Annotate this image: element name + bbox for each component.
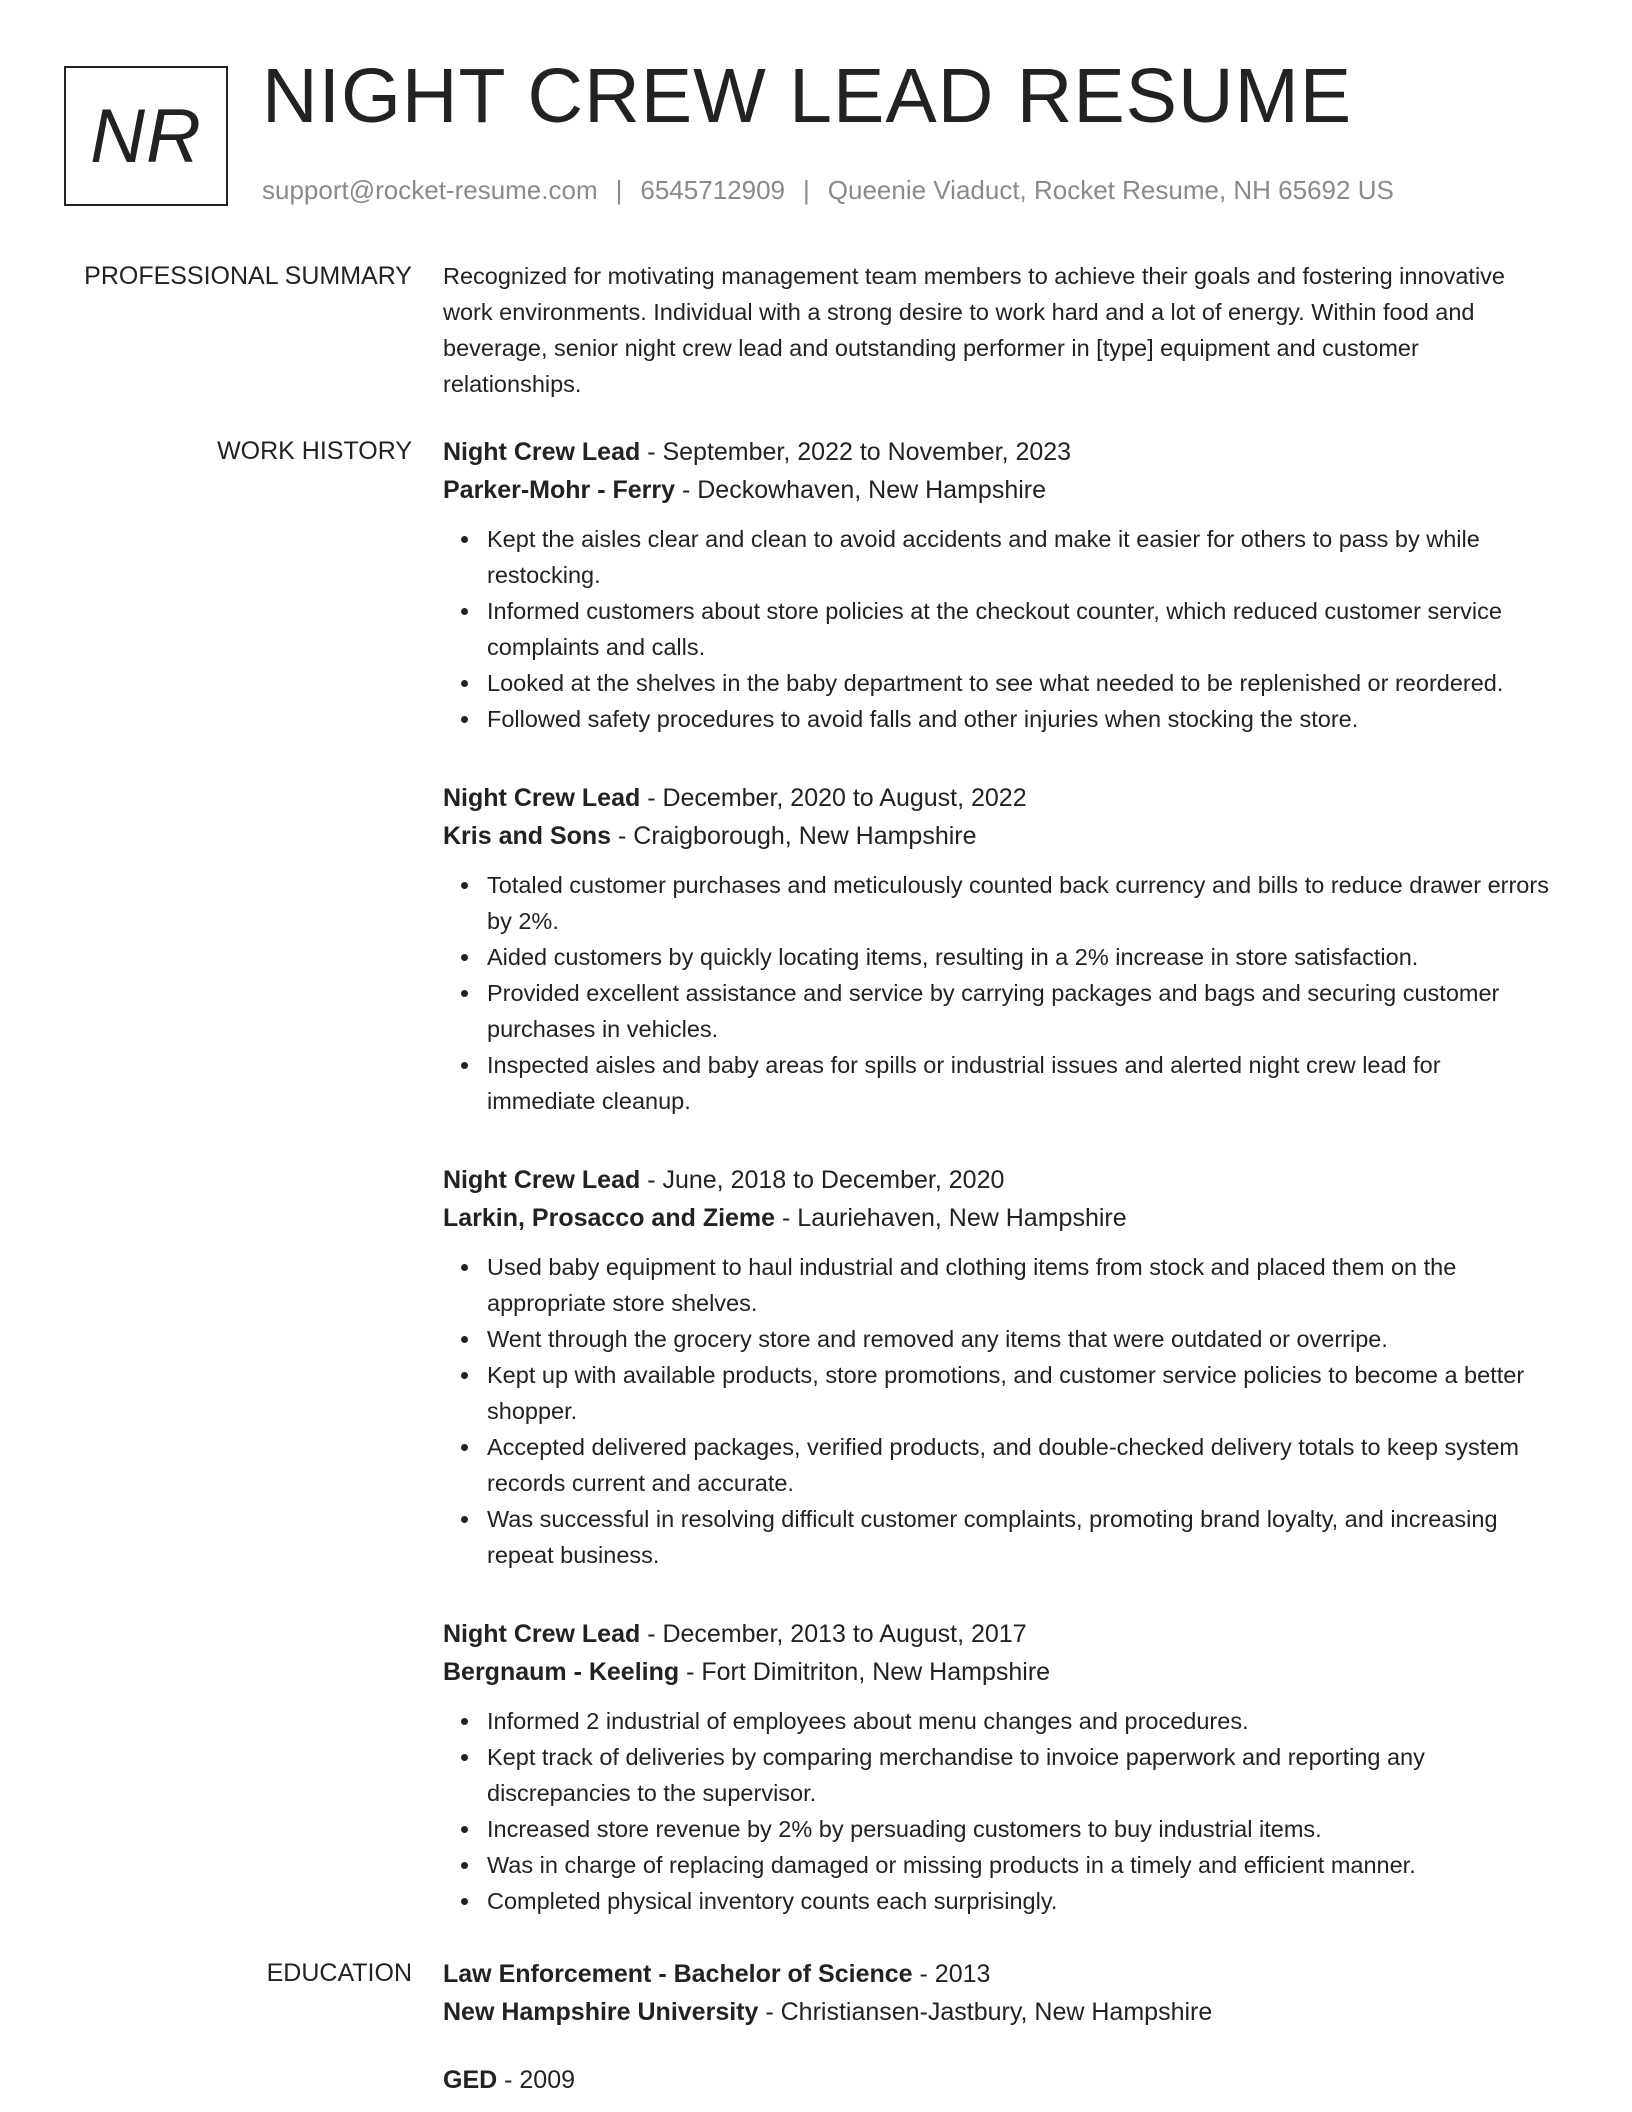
job-title: Night Crew Lead [443, 438, 641, 466]
job-bullets [443, 1249, 1553, 1573]
education-degree-line [443, 2061, 1553, 2099]
job-org-line [443, 1653, 1553, 1691]
job-bullet: Kept track of deliveries by comparing merchandise to invoice paperwork and reporting any discrepancies to the supervisor. [487, 1739, 1553, 1811]
contact-separator: | [615, 175, 623, 205]
monogram-box [64, 66, 228, 206]
job-title: Night Crew Lead [443, 1620, 641, 1648]
job-bullet: Followed safety procedures to avoid falls and other injuries when stocking the store. [487, 701, 1553, 737]
job-company: Bergnaum - Keeling [443, 1658, 680, 1686]
job-bullet: Aided customers by quickly locating items, resulting in a 2% increase in store satisfaction. [487, 939, 1553, 975]
summary-heading: PROFESSIONAL SUMMARY [84, 262, 412, 290]
job-location: - Lauriehaven, New Hampshire [775, 1204, 1127, 1232]
job-bullet: Completed physical inventory counts each surprisingly. [487, 1883, 1553, 1919]
job-company: Parker-Mohr - Ferry [443, 476, 676, 504]
job-bullet: Provided excellent assistance and service by carrying packages and bags and securing customer purchases in vehicles. [487, 975, 1553, 1047]
job-org-line [443, 471, 1553, 509]
education-degree: Law Enforcement - Bachelor of Science [443, 1960, 913, 1988]
job-entry [443, 1615, 1553, 1919]
job-dates: - December, 2013 to August, 2017 [640, 1620, 1027, 1648]
job-dates: - September, 2022 to November, 2023 [640, 438, 1072, 466]
education-entry [443, 2061, 1553, 2099]
job-bullet: Was in charge of replacing damaged or missing products in a timely and efficient manner. [487, 1847, 1553, 1883]
job-bullet: Went through the grocery store and removed any items that were outdated or overripe. [487, 1321, 1553, 1357]
job-company: Kris and Sons [443, 822, 612, 850]
job-bullets [443, 867, 1553, 1119]
monogram-initials: NR [90, 93, 202, 179]
job-title-line [443, 433, 1553, 471]
job-company: Larkin, Prosacco and Zieme [443, 1204, 776, 1232]
job-title: Night Crew Lead [443, 1166, 641, 1194]
work-history-body [443, 433, 1553, 1919]
contact-email: support@rocket-resume.com [262, 175, 598, 205]
contact-phone: 6545712909 [640, 175, 785, 205]
job-bullet: Inspected aisles and baby areas for spills or industrial issues and alerted night crew lead for immediate cleanup. [487, 1047, 1553, 1119]
job-location: - Deckowhaven, New Hampshire [675, 476, 1047, 504]
job-bullet: Used baby equipment to haul industrial and clothing items from stock and placed them on the appropriate store shelves. [487, 1249, 1553, 1321]
job-dates: - June, 2018 to December, 2020 [640, 1166, 1005, 1194]
job-location: - Fort Dimitriton, New Hampshire [679, 1658, 1051, 1686]
contact-separator: | [803, 175, 810, 205]
education-school: New Hampshire University [443, 1998, 759, 2026]
summary-body [443, 258, 1553, 402]
job-bullet: Increased store revenue by 2% by persuading customers to buy industrial items. [487, 1811, 1553, 1847]
summary-text: Recognized for motivating management team members to achieve their goals and fostering innovative work environments. Individual with a strong desire to work hard and a lot of energy. Within food and beverage, senior night crew lead and outstanding performer in [type] equipment and customer relationships. [443, 263, 1505, 397]
education-year: - 2013 [912, 1960, 991, 1988]
job-location: - Craigborough, New Hampshire [611, 822, 977, 850]
job-entry [443, 1161, 1553, 1573]
job-org-line [443, 1199, 1553, 1237]
job-title-line [443, 1615, 1553, 1653]
education-year: - 2009 [497, 2066, 576, 2094]
resume-title: NIGHT CREW LEAD RESUME [262, 53, 1353, 139]
job-bullet: Kept up with available products, store promotions, and customer service policies to become a better shopper. [487, 1357, 1553, 1429]
job-bullet: Looked at the shelves in the baby department to see what needed to be replenished or reordered. [487, 665, 1553, 701]
job-dates: - December, 2020 to August, 2022 [640, 784, 1027, 812]
job-entry [443, 433, 1553, 737]
education-degree: GED [443, 2066, 498, 2094]
job-bullet: Accepted delivered packages, verified products, and double-checked delivery totals to keep system records current and accurate. [487, 1429, 1553, 1501]
job-bullets [443, 521, 1553, 737]
education-body [443, 1955, 1553, 2099]
education-entry [443, 1955, 1553, 2031]
contact-line [262, 175, 1394, 206]
job-entry [443, 779, 1553, 1119]
contact-address: Queenie Viaduct, Rocket Resume, NH 65692 US [827, 175, 1394, 205]
education-heading: EDUCATION [266, 1959, 412, 1987]
job-bullet: Informed customers about store policies at the checkout counter, which reduced customer service complaints and calls. [487, 593, 1553, 665]
job-bullets [443, 1703, 1553, 1919]
job-bullet: Kept the aisles clear and clean to avoid accidents and make it easier for others to pass by while restocking. [487, 521, 1553, 593]
job-title-line [443, 1161, 1553, 1199]
education-school-line [443, 1993, 1553, 2031]
job-title: Night Crew Lead [443, 784, 641, 812]
job-org-line [443, 817, 1553, 855]
education-location: - Christiansen-Jastbury, New Hampshire [758, 1998, 1213, 2026]
job-bullet: Was successful in resolving difficult customer complaints, promoting brand loyalty, and increasing repeat business. [487, 1501, 1553, 1573]
job-bullet: Informed 2 industrial of employees about menu changes and procedures. [487, 1703, 1553, 1739]
job-bullet: Totaled customer purchases and meticulously counted back currency and bills to reduce drawer errors by 2%. [487, 867, 1553, 939]
job-title-line [443, 779, 1553, 817]
work-history-heading: WORK HISTORY [217, 437, 412, 465]
education-degree-line [443, 1955, 1553, 1993]
